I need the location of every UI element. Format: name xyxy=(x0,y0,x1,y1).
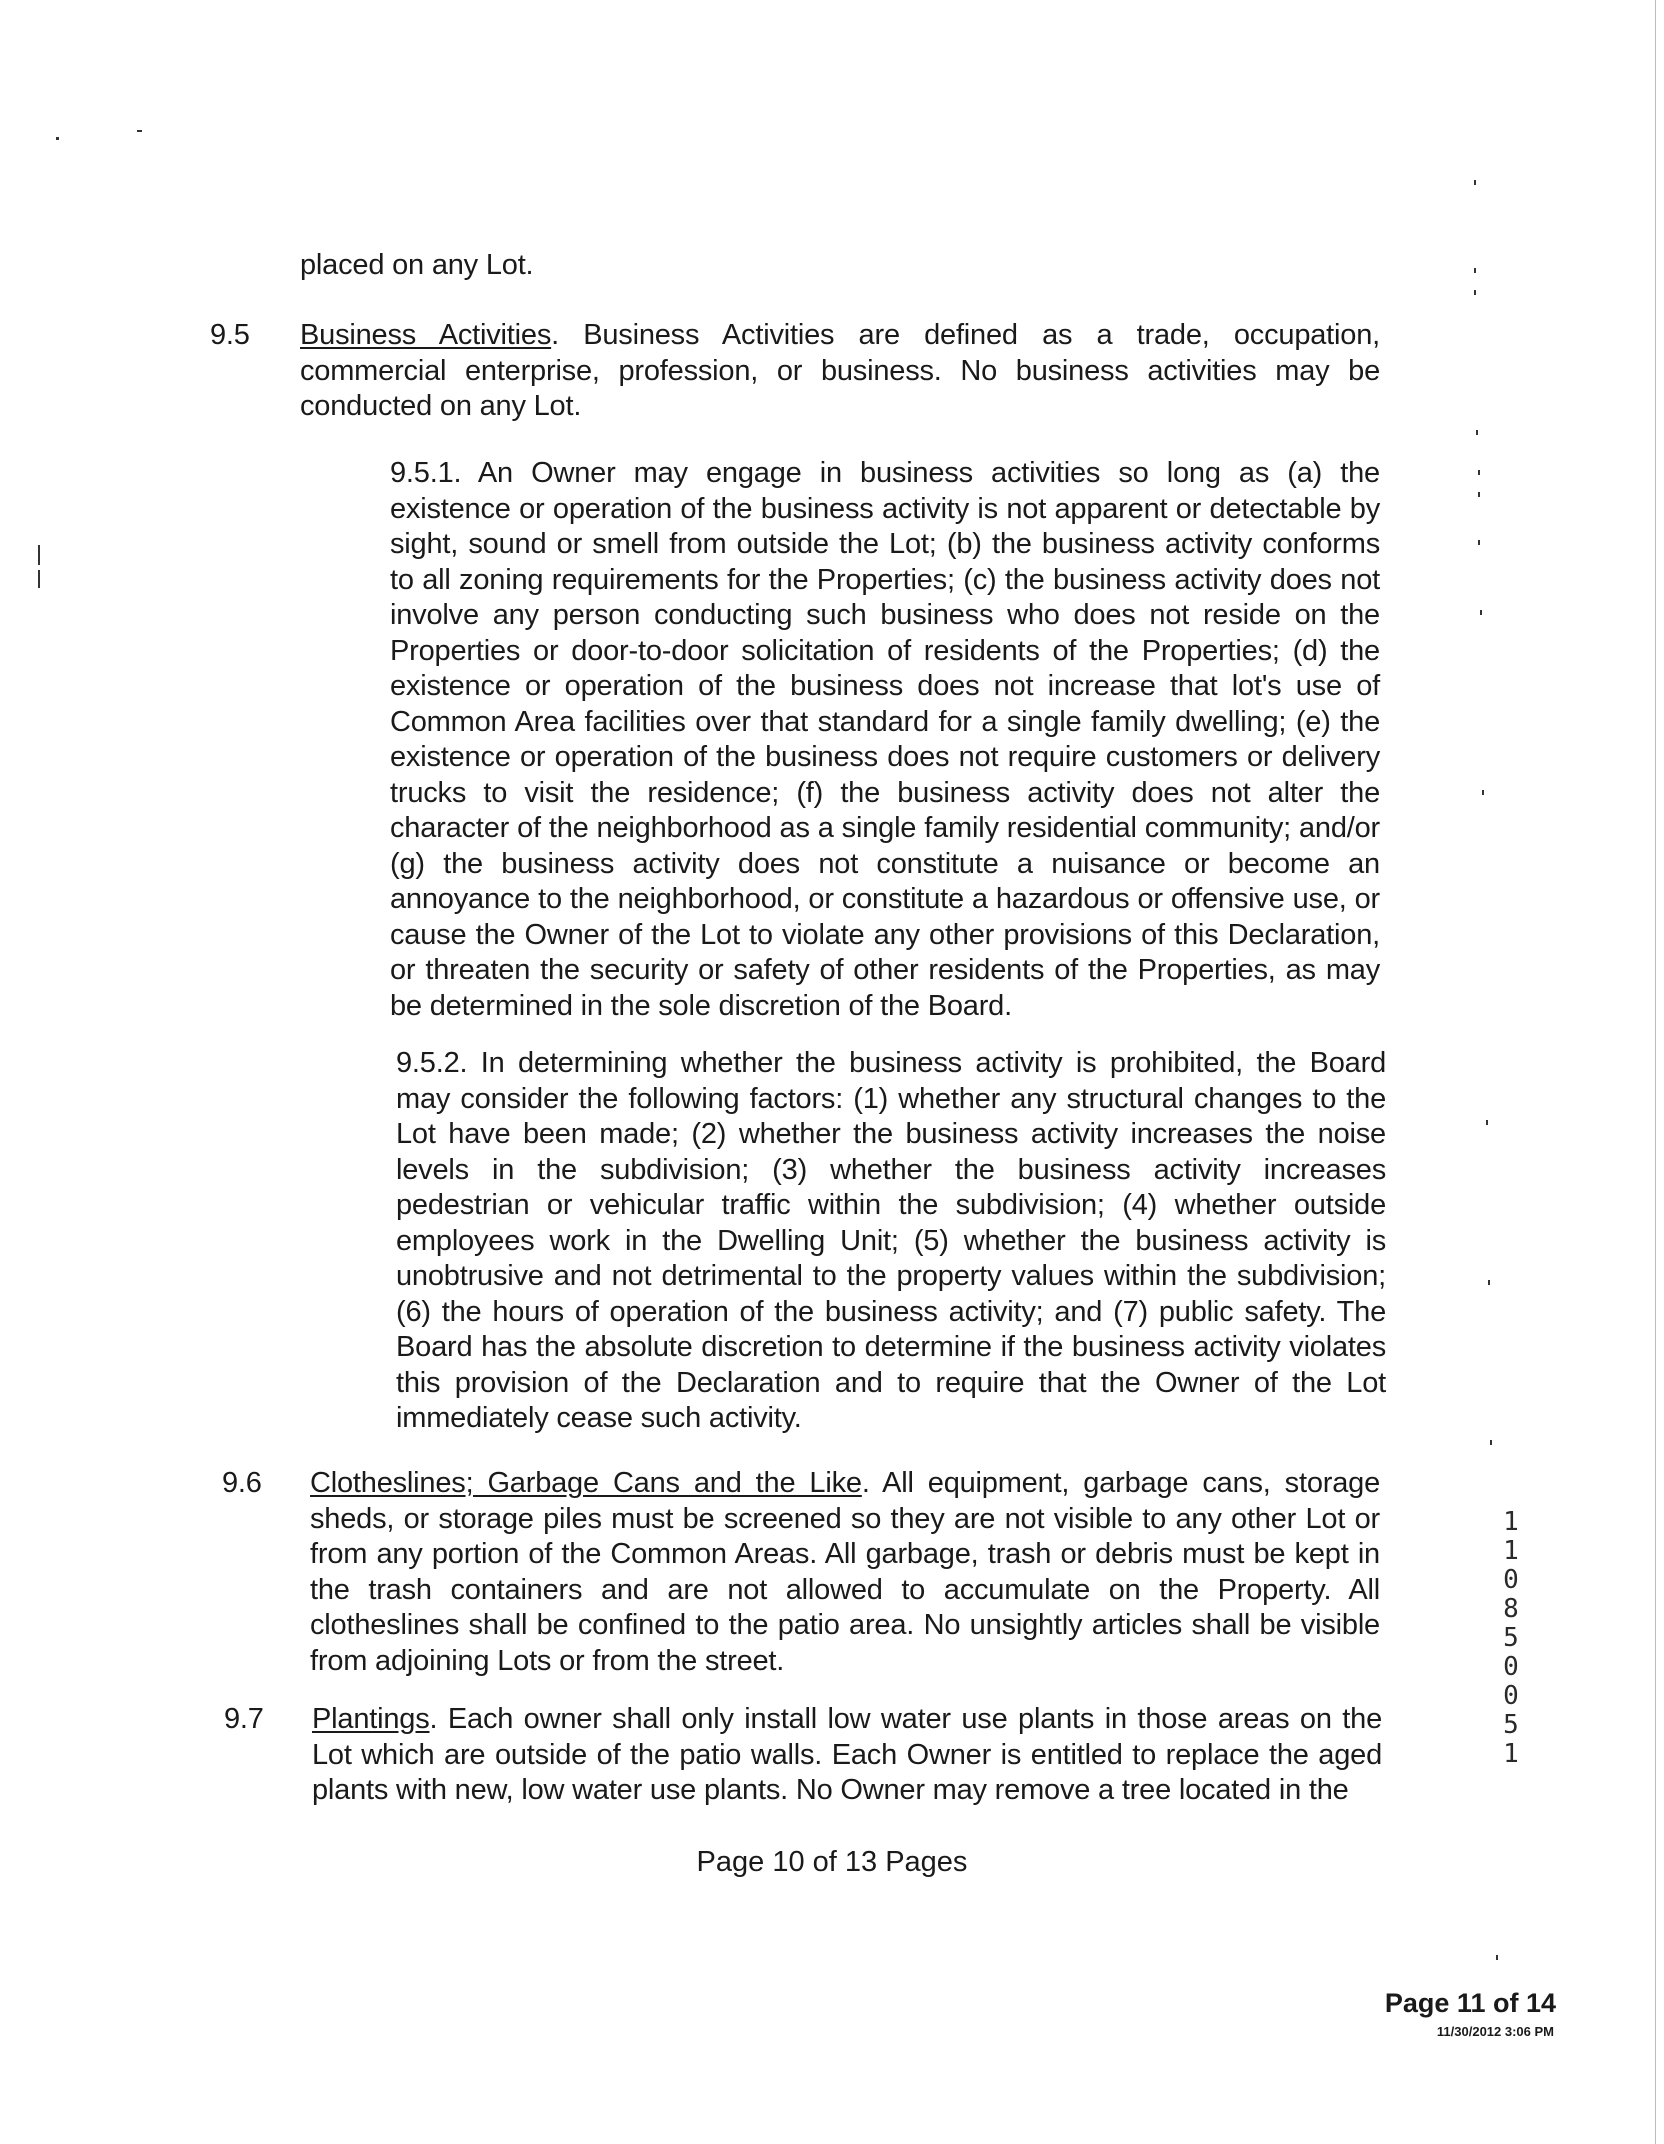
recording-number: 1108 50051 xyxy=(1503,1507,1519,1769)
section-text: . Business Activities are defined as a trade, occupation, commercial enterprise, profession, or business. No business activities may be conducted on any Lot. xyxy=(300,319,1380,422)
page-number-footer: Page 10 of 13 Pages xyxy=(696,1846,968,1878)
fax-timestamp: 11/30/2012 3:06 PM xyxy=(1436,2024,1554,2039)
section-number: 9.5 xyxy=(210,319,250,351)
intro-text: placed on any Lot. xyxy=(300,249,534,281)
section-body xyxy=(310,1466,1380,1679)
section-title: Plantings xyxy=(312,1703,430,1735)
section-text: . All equipment, garbage cans, storage sheds, or storage piles must be screened so they are not visible to any other Lot or from any portion of the Common Areas. All garbage, trash or debris must be kept in the trash containers and are not allowed to accumulate on the Property. All clotheslines shall be confined to the patio area. No unsightly articles shall be visible from adjoining Lots or from the street. xyxy=(310,1467,1381,1677)
section-text: . Each owner shall only install low water use plants in those areas on the Lot which are outside of the patio walls. Each Owner is entitled to replace the aged plants with new, low water use plants. No Owner may remove a tree located in the xyxy=(312,1703,1382,1806)
section-body xyxy=(300,318,1380,425)
section-title: Business Activities xyxy=(300,319,552,351)
scan-edge-line xyxy=(1655,0,1656,2144)
subsection-9-5-1: 9.5.1. An Owner may engage in business activities so long as (a) the existence or operation of the business activity is not apparent or detectable by sight, sound or smell from outside the Lot; (b) the business activity conforms to all zoning requirements for the Properties; (c) the business activity does not involve any person conducting such business who does not reside on the Properties or door-to-door solicitation of residents of the Properties; (d) the existence or operation of the business does not increase that lot's use of Common Area facilities over that standard for a single family dwelling; (e) the existence or operation of the business does not require customers or delivery trucks to visit the residence; (f) the business activity does not alter the character of the neighborhood as a single family residential community; and/or (g) the business activity does not constitute a nuisance or become an annoyance to the neighborhood, or constitute a hazardous or offensive use, or cause the Owner of the Lot to violate any other provisions of this Declaration, or threaten the security or safety of other residents of the Properties, as may be determined in the sole discretion of the Board. xyxy=(390,457,1380,1022)
fax-page-count: Page 11 of 14 xyxy=(1384,1988,1556,2018)
section-number: 9.6 xyxy=(222,1467,262,1499)
section-number: 9.7 xyxy=(224,1703,264,1735)
section-title: Clotheslines; Garbage Cans and the Like xyxy=(310,1467,862,1499)
section-body xyxy=(312,1702,1382,1809)
subsection-9-5-2: 9.5.2. In determining whether the business activity is prohibited, the Board may consider the following factors: (1) whether any structural changes to the Lot have been made; (2) whether the business activity increases the noise levels in the subdivision; (3) whether the business activity increases pedestrian or vehicular traffic within the subdivision; (4) whether outside employees work in the Dwelling Unit; (5) whether the business activity is unobtrusive and not detrimental to the property values within the subdivision; (6) the hours of operation of the business activity; and (7) public safety. The Board has the absolute discretion to determine if the business activity violates this provision of the Declaration and to require that the Owner of the Lot immediately cease such activity. xyxy=(396,1047,1386,1434)
